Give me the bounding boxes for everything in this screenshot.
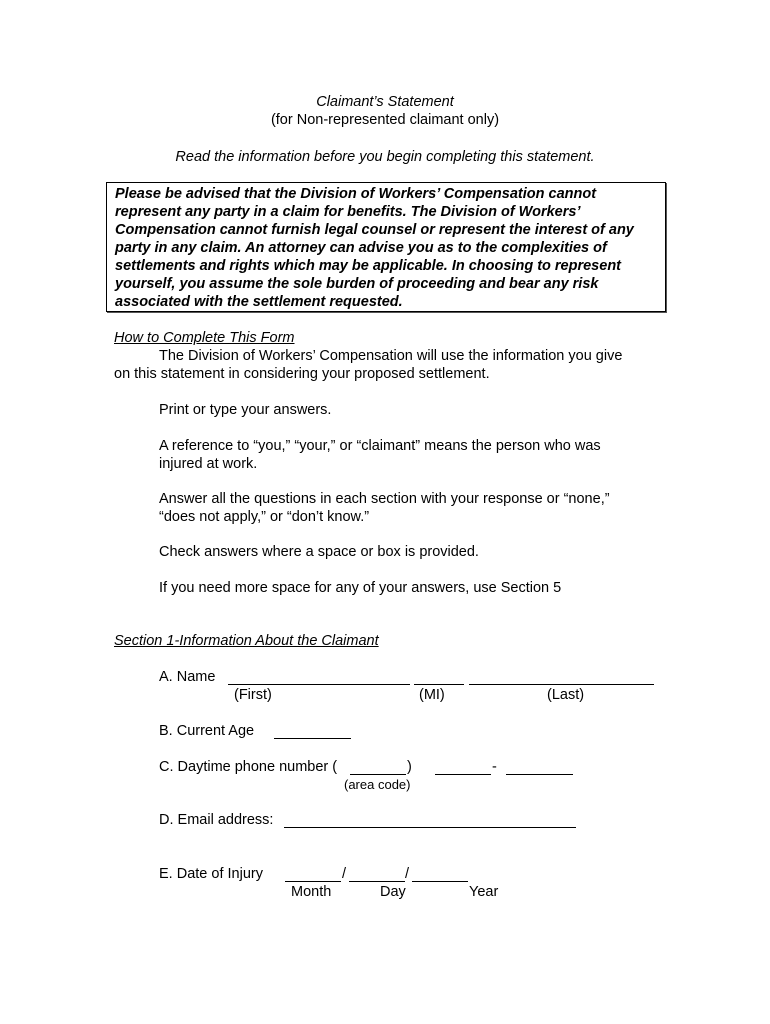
injury-year-field[interactable] (412, 867, 468, 882)
email-label: D. Email address: (159, 812, 274, 828)
how-to-heading: How to Complete This Form (114, 330, 295, 346)
injury-slash-1: / (342, 866, 347, 882)
injury-slash-2: / (405, 866, 410, 882)
reference-line2: injured at work. (159, 456, 258, 472)
phone-label: C. Daytime phone number ( (159, 759, 338, 775)
month-caption: Month (291, 884, 332, 900)
injury-month-field[interactable] (285, 867, 341, 882)
how-to-intro-line1: The Division of Workers’ Compensation will use the information you give (159, 348, 623, 364)
injury-day-field[interactable] (349, 867, 405, 882)
how-to-intro-line2: on this statement in considering your proposed settlement. (114, 366, 490, 382)
first-name-caption: (First) (234, 687, 272, 703)
name-label: A. Name (159, 669, 216, 685)
phone-dash: - (492, 759, 497, 775)
form-subtitle: (for Non-represented claimant only) (270, 112, 500, 128)
age-field[interactable] (274, 724, 351, 739)
last-name-field[interactable] (469, 670, 654, 685)
form-title: Claimant’s Statement (316, 94, 454, 110)
email-field[interactable] (284, 813, 576, 828)
year-caption: Year (469, 884, 499, 900)
day-caption: Day (380, 884, 406, 900)
first-name-field[interactable] (228, 670, 410, 685)
legal-notice-box (106, 182, 666, 312)
mi-caption: (MI) (419, 687, 445, 703)
injury-date-label: E. Date of Injury (159, 866, 263, 882)
legal-notice-text: Please be advised that the Division of Workers’ Compensation cannot represent any party in a claim for benefits. The Division of Workers’ Compensation cannot furnish legal counsel or represent the interest of any party in any claim. An attorney can advise you as to the complexities of settlements and rights which may be applicable. In choosing to represent yourself, you assume the sole burden of proceeding and bear any risk associated with the settlement requested. (115, 186, 634, 310)
area-code-field[interactable] (350, 760, 406, 775)
section1-heading: Section 1-Information About the Claimant (114, 633, 379, 649)
check-instruction: Check answers where a space or box is provided. (159, 544, 479, 560)
reference-line1: A reference to “you,” “your,” or “claimant” means the person who was (159, 438, 601, 454)
phone-prefix-field[interactable] (435, 760, 491, 775)
answer-line1: Answer all the questions in each section with your response or “none,” (159, 491, 610, 507)
print-instruction: Print or type your answers. (159, 402, 332, 418)
area-code-caption: (area code) (344, 777, 411, 792)
form-instruction: Read the information before you begin completing this statement. (175, 149, 595, 165)
middle-initial-field[interactable] (414, 670, 464, 685)
phone-line-field[interactable] (506, 760, 573, 775)
answer-line2: “does not apply,” or “don’t know.” (159, 509, 370, 525)
age-label: B. Current Age (159, 723, 255, 739)
more-space-instruction: If you need more space for any of your answers, use Section 5 (159, 580, 562, 596)
last-name-caption: (Last) (547, 687, 585, 703)
phone-close-paren: ) (407, 759, 412, 775)
